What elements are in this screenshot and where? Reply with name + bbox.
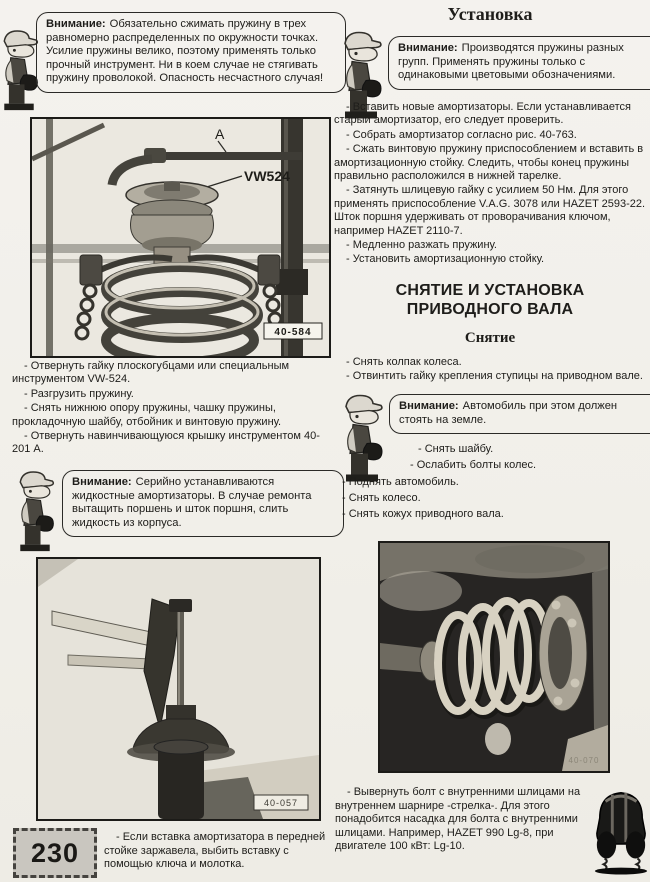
list-item: - Установить амортизационную стойку. [346,253,545,266]
install-steps-list [334,101,646,268]
spring-compressor-illustration [32,119,329,356]
section-title-line1: СНЯТИЕ И УСТАНОВКА [395,282,585,299]
warning-text: Серийно устанавливаются жидкостные амортизаторы. В случае ремонта вытащить поршень и шток поршня, слить жидкость из корпуса. [72,476,312,529]
list-item: - Снять колпак колеса. [346,356,462,368]
closing-note [335,786,587,854]
left-steps-list [12,360,330,458]
mechanic-icon [12,466,58,558]
warning-label: Внимание: [399,400,459,412]
figure1-callout-a: A [215,126,225,142]
list-item: - Сжать винтовую пружину приспособлением и вставить в амортизационную стойку. Следить, чтобы конец пружины правильно расположился в нижней тарелке. [334,143,644,183]
list-item: - Собрать амортизатор согласно рис. 40-763. [346,128,577,141]
footnote-text: - Если вставка амортизатора в передней стойке заржавела, выбить вставку с помощью ключа и молотка. [104,831,326,871]
figure1-number: 40-584 [274,327,312,338]
warning-box-spring-groups [388,36,650,90]
list-item: - Снять шайбу. [418,443,494,455]
list-item: - Отвинтить гайку крепления ступицы на приводном вале. [346,370,643,383]
list-item: - Поднять автомобиль. [342,476,459,488]
list-item: - Разгрузить пружину. [24,387,134,400]
subsection-title: Снятие [464,330,516,346]
list-item: - Медленно разжать пружину. [346,239,497,252]
list-item: - Снять колесо. [342,492,421,504]
car-on-springs-icon [592,782,650,876]
footnote-rusted-insert [104,831,332,872]
list-item: - Снять нижнюю опору пружины, чашку пружины, прокладочную шайбу, отбойник и винтовую пружину. [12,402,282,428]
mechanic-icon [337,391,387,487]
figure1-callout-tool: VW524 [244,168,290,184]
warning-box-fluid-shocks [62,470,344,537]
driveshaft-photo-illustration [380,543,608,771]
figure2-number: 40-057 [263,798,299,808]
strut-photo-illustration [38,559,319,819]
warning-text: Автомобиль при этом должен стоять на земле. [399,400,618,426]
warning-label: Внимание: [46,18,106,30]
figure-driveshaft-joint [378,541,610,773]
removal-steps-list-a [334,356,646,385]
warning-text: Обязательно сжимать пружину в трех равномерно распределенных по окружности точках. Усилие пружины велико, поэтому применять только прочный инструмент. Ни в коем случае не стягивать пружину проволокой. Опасность несчастного случая! [46,18,324,85]
figure-spring-compressor [30,117,331,358]
list-item: - Отвернуть навинчивающуюся крышку инструментом 40-201 А. [12,430,320,456]
page-number-badge [13,828,97,878]
closing-note-text: - Вывернуть болт с внутренними шлицами на внутреннем шарнире -стрелка-. Для этого понадобится насадка для болта с внутренними шлицами. Например, HAZET 990 Lg-8, при двигателе 100 кВт: Lg-10. [335,786,581,853]
list-item: - Ослабить болты колес. [410,459,537,471]
list-item: - Затянуть шлицевую гайку с усилием 50 Нм. Для этого применять приспособление V.A.G. 3078 или HAZET 2593-22. Шток поршня удерживать от проворачивания ключом, например HAZET 2110-7. [334,184,646,237]
list-item: - Вставить новые амортизаторы. Если устанавливается старый амортизатор, его следует проверить. [334,101,632,127]
figure-strut-insert [36,557,321,821]
warning-box-compress-spring [36,12,346,93]
warning-box-car-on-ground [389,394,650,434]
section-title [334,281,646,319]
figure3-number: 40-070 [568,756,600,765]
warning-label: Внимание: [398,42,458,54]
page-title: Установка [447,4,533,24]
warning-label: Внимание: [72,476,132,488]
warning-text: Производятся пружины разных групп. Применять пружины только с одинаковыми цветовыми обозначениями. [398,42,624,82]
list-item: - Отвернуть гайку плоскогубцами или специальным инструментом VW-524. [12,360,290,386]
list-item: - Снять кожух приводного вала. [342,508,504,520]
section-title-line2: ПРИВОДНОГО ВАЛА [406,301,574,318]
page-number: 230 [30,837,80,868]
